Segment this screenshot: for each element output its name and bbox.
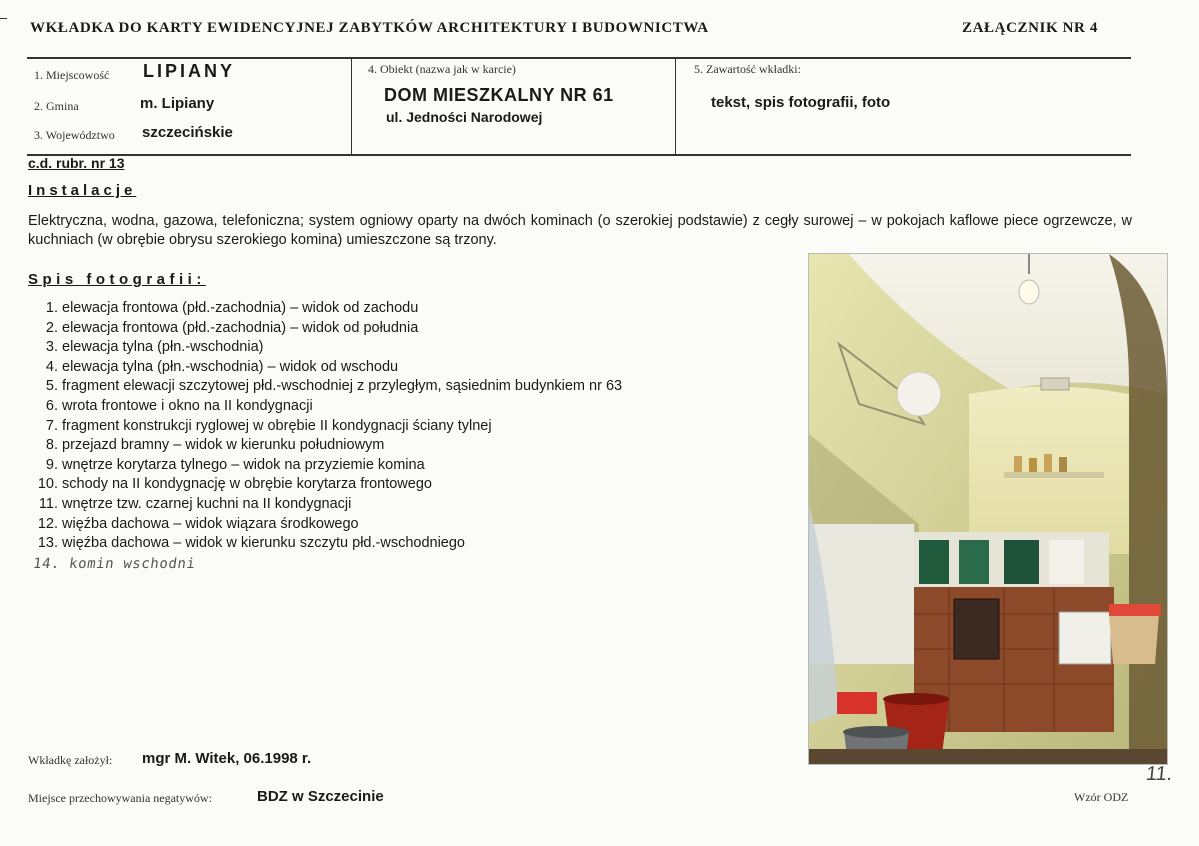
photo-list-text: przejazd bramny – widok w kierunku południowym: [62, 437, 385, 454]
photo-list-item: [28, 417, 622, 437]
contents-value: tekst, spis fotografii, foto: [711, 94, 891, 111]
document-title: WKŁADKA DO KARTY EWIDENCYJNEJ ZABYTKÓW ARCHITEKTURY I BUDOWNICTWA: [30, 20, 709, 36]
photo-list-text: wnętrze korytarza tylnego – widok na przyziemie komina: [62, 456, 425, 473]
photo-list-text: fragment elewacji szczytowej płd.-wschodniej z przyległym, sąsiednim budynkiem nr 63: [62, 378, 623, 395]
photo-list-number: 11.: [38, 495, 58, 512]
photo-list-text: więźba dachowa – widok w kierunku szczytu płd.-wschodniego: [62, 535, 465, 552]
photo-list-text: elewacja frontowa (płd.-zachodnia) – widok od zachodu: [62, 300, 419, 316]
location-label: 1. Miejscowość: [34, 68, 110, 82]
voivodeship-value: szczecińskie: [142, 124, 233, 141]
kitchen-photo-image: [809, 254, 1167, 764]
photo-list-number: 8.: [45, 437, 58, 454]
installations-heading: Instalacje: [28, 182, 137, 199]
gmina-value: m. Lipiany: [140, 95, 215, 112]
photo-list-text: wrota frontowe i okno na II kondygnacji: [62, 397, 313, 414]
negatives-location-value: BDZ w Szczecinie: [257, 788, 384, 805]
photo-list-item: [28, 475, 622, 495]
installations-text: Elektryczna, wodna, gazowa, telefoniczna; system ogniowy oparty na dwóch kominach (o szerokiej podstawie) z cegły surowej – w pokojach kaflowe piece ogrzewcze, w kuchniach (w obrębie obrysu szerokiego komina) umieszczone są trzony.: [28, 213, 1132, 248]
photo-list-text: schody na II kondygnację w obrębie korytarza frontowego: [62, 476, 432, 493]
photo-list-text: więźba dachowa – widok wiązara środkowego: [62, 515, 359, 532]
info-box: [27, 57, 1131, 156]
author-label: Wkładkę założył:: [28, 753, 113, 767]
voivodeship-label: 3. Województwo: [34, 128, 115, 142]
photo-list-number: 13.: [37, 535, 58, 552]
contents-label: 5. Zawartość wkładki:: [694, 62, 801, 76]
kitchen-interior-photo: [808, 253, 1168, 765]
photo-list-number: 2.: [45, 319, 58, 336]
author-value: mgr M. Witek, 06.1998 r.: [142, 750, 312, 767]
photo-list-number: 10.: [37, 476, 58, 493]
photo-list-number: 3.: [45, 339, 58, 356]
negatives-location-label: Miejsce przechowywania negatywów:: [28, 791, 212, 805]
photo-list-item: [28, 377, 622, 397]
photos-heading: Spis fotografii:: [28, 271, 206, 288]
photo-list-item: [28, 338, 622, 358]
photo-list-number: 7.: [45, 417, 58, 434]
photo-list-number: 5.: [45, 378, 58, 395]
photo-list-text: fragment konstrukcji ryglowej w obrębie II kondygnacji ściany tylnej: [62, 417, 492, 434]
corner-mark: [0, 18, 7, 19]
photo-list-item: [28, 299, 622, 319]
photo-list-text: wnętrze tzw. czarnej kuchni na II kondygnacji: [62, 495, 352, 512]
photo-list-item: [28, 515, 622, 535]
page-number: 11.: [1144, 763, 1174, 785]
object-label: 4. Obiekt (nazwa jak w karcie): [368, 62, 516, 76]
photo-list-item: [28, 397, 622, 417]
photo-list-number: 12.: [37, 515, 58, 532]
object-address: ul. Jedności Narodowej: [386, 109, 543, 125]
photo-list-text: elewacja frontowa (płd.-zachodnia) – widok od południa: [62, 319, 419, 336]
template-label: Wzór ODZ: [1074, 790, 1129, 804]
photo-list-text: elewacja tylna (płn.-wschodnia) – widok od wschodu: [62, 358, 399, 375]
column-divider: [351, 59, 352, 154]
column-divider: [675, 59, 676, 154]
object-name: DOM MIESZKALNY NR 61: [384, 85, 614, 105]
photo-list-number: 9.: [45, 456, 58, 473]
photo-list-item: [28, 495, 622, 515]
handwritten-list-item: 14. komin wschodni: [31, 556, 197, 572]
photo-list-number: 1.: [45, 300, 58, 316]
gmina-label: 2. Gmina: [34, 99, 79, 113]
annex-number: ZAŁĄCZNIK NR 4: [962, 20, 1098, 36]
photo-list-item: [28, 534, 622, 554]
photo-list-text: elewacja tylna (płn.-wschodnia): [62, 339, 264, 356]
photo-list-number: 4.: [45, 358, 58, 375]
photo-list-number: 6.: [45, 397, 58, 414]
continuation-heading: c.d. rubr. nr 13: [28, 155, 125, 171]
photo-list-item: [28, 358, 622, 378]
photo-list-item: [28, 319, 622, 339]
photo-list: [28, 299, 622, 554]
photo-list-item: [28, 436, 622, 456]
photo-list-item: [28, 456, 622, 476]
location-value: LIPIANY: [143, 61, 236, 81]
